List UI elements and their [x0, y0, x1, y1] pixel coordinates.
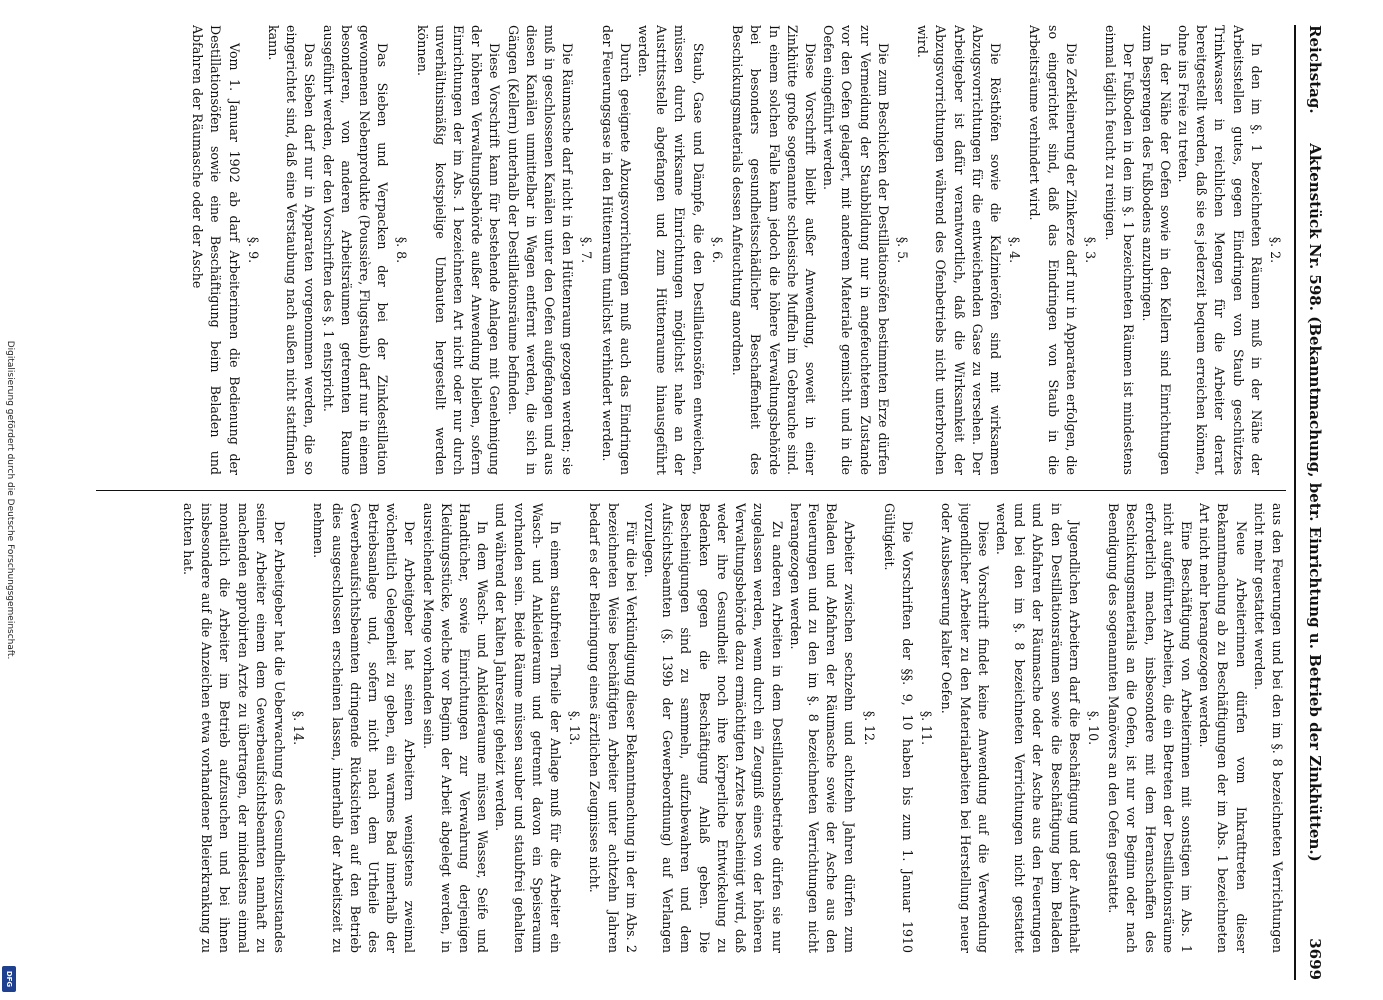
- paragraph: Die Vorschriften der §§. 9, 10 haben bis zum 1. Januar 1910 Gültigkeit.: [881, 503, 915, 953]
- section-heading: §. 7.: [579, 236, 595, 264]
- left-column: [96, 25, 1286, 475]
- section-heading: §. 10.: [1085, 710, 1101, 746]
- side-note: [0, 0, 20, 1000]
- section-heading: §. 3.: [1082, 236, 1098, 264]
- header-left: Reichstag.: [1306, 25, 1324, 114]
- section-heading: §. 13.: [567, 710, 583, 746]
- document-page: [85, 25, 1330, 980]
- header-subtitle: (Bekanntmachung, betr. Einrichtung u. Betrieb der Zinkhütten.): [1306, 316, 1324, 862]
- paragraph: Der Fußboden in den im §. 1 bezeichneten Räumen ist mindestens einmal täglich feucht zu reinigen.: [1103, 25, 1137, 475]
- column-divider: [96, 490, 1286, 491]
- paragraph: aus den Feuerungen und bei den im §. 8 bezeichneten Verrichtungen nicht mehr gestattet werden.: [1251, 503, 1285, 953]
- paragraph: Die Räumasche darf nicht in den Hüttenraum gezogen werden; sie muß in geschlossenen Kanälen unter den Oefen aufgefangen und aus diesen Kanälen unmittelbar in Wagen entfernt werden, die sich in Gängen (Kellern) unterhalb der Destillationsräume befinden.: [505, 25, 576, 475]
- section-heading: §. 2.: [1268, 236, 1283, 264]
- paragraph: Für die bei Verkündigung dieser Bekanntmachung in der im Abs. 2 bezeichneten Weise beschäftigten Arbeiter unter achtzehn Jahren bedarf es der Beibringung eines ärztlichen Zeugnisses nicht.: [587, 503, 639, 953]
- section-heading: §. 9.: [245, 236, 261, 264]
- paragraph: In einem staubfreien Theile der Anlage muß für die Arbeiter ein Wasch- und Ankleideraum und getrennt davon ein Speiseraum vorhanden sein. Beide Räume müssen sauber und staubfrei gehalten und während der kalten Jahreszeit geheizt werden.: [493, 503, 564, 953]
- paragraph: Das Sieben und Verpacken der bei der Zinkdestillation gewonnenen Nebenprodukte (Poussière, Flugstaub) darf nur in einem besonderen, von anderen Arbeitsräumen getrennten Raume ausgeführt werden, der den Vorschriften des §. 1 entspricht.: [320, 25, 391, 475]
- section-heading: §. 12.: [861, 710, 877, 746]
- section-heading: §. 14.: [291, 710, 307, 746]
- section-heading: §. 6.: [709, 236, 725, 264]
- paragraph: Das Sieben darf nur in Apparaten vorgenommen werden, die so eingerichtet sind, daß eine Verstaubung nach außen nicht stattfinden kann.: [266, 25, 318, 475]
- paragraph: Arbeiter zwischen sechzehn und achtzehn Jahren dürfen zum Beladen und Abfahren der Räumasche sowie der Asche aus den Feuerungen und zu den im §. 8 bezeichneten Verrichtungen nicht herangezogen werden.: [787, 503, 858, 953]
- paragraph: Neue Arbeiterinnen dürfen vom Inkrafttreten dieser Bekanntmachung ab zu Beschäftigungen der im Abs. 1 bezeichneten Art nicht mehr herangezogen werden.: [1197, 503, 1249, 953]
- section-heading: §. 4.: [1007, 236, 1023, 264]
- paragraph: Diese Vorschrift bleibt außer Anwendung, soweit in einer Zinkhütte große sogenannte schlesische Muffeln im Gebrauche sind. In einem solchen Falle kann jedoch die höhere Verwaltungsbehörde bei besonders gesundheitsschädlicher Beschaffenheit des Beschickungsmaterials dessen Anfeuchtung anordnen.: [730, 25, 818, 475]
- right-column: [96, 503, 1286, 953]
- paragraph: Staub, Gase und Dämpfe, die den Destillationsöfen entweichen, müssen durch wirksame Einrichtungen möglichst nahe an der Austrittsstelle abgefangen und zum Hüttenraume hinausgeführt werden.: [636, 25, 706, 475]
- paragraph: Zu anderen Arbeiten in dem Destillationsbetriebe dürfen sie nur zugelassen werden, wenn durch ein Zeugniß eines von der höheren Verwaltungsbehörde dazu ermächtigten Arztes bescheinigt wird, daß weder ihre Gesundheit noch ihre körperliche Entwickelung zu Bedenken gegen die Beschäftigung Anlaß geben. Die Bescheinigungen sind zu sammeln, aufzubewahren und dem Aufsichtsbeamten (§. 139b der Gewerbeordnung) auf Verlangen vorzulegen.: [642, 503, 785, 953]
- page-header: [1294, 25, 1330, 980]
- document-content: [85, 25, 1330, 980]
- section-heading: §. 8.: [394, 236, 410, 264]
- page-number: 3699: [1306, 938, 1324, 980]
- paragraph: Die Zerkleinerung der Zinkerze darf nur in Apparaten erfolgen, die so eingerichtet sind, daß das Eindringen von Staub in die Arbeitsräume verhindert wird.: [1027, 25, 1079, 475]
- paragraph: Diese Vorschrift findet keine Anwendung auf die Verwendung jugendlicher Arbeiter zu den Materialarbeiten bei Herstellung neuer oder Ausbesserung kalter Oefen.: [939, 503, 991, 953]
- digitization-note: Digitalisierung gefördert durch die Deutsche Forschungsgemeinschaft.: [5, 340, 15, 660]
- paragraph: Durch geeignete Abzugsvorrichtungen muß auch das Eindringen der Feuerungsgase in den Hüttenraum tunlichst verhindert werden.: [599, 25, 633, 475]
- paragraph: Vom 1. Januar 1902 ab darf Arbeiterinnen die Bedienung der Destillationsöfen sowie eine Beschäftigung beim Beladen und Abfahren der Räumasche oder der Asche: [190, 25, 242, 475]
- paragraph: Der Arbeitgeber hat seinen Arbeitern wenigstens zweimal wöchentlich Gelegenheit zu geben, ein warmes Bad innerhalb der Betriebsanlage und, sofern nicht nach dem Urtheile des Gewerbeaufsichtsbeamten dringende Rücksichten auf den Betrieb dies ausgeschlossen erscheinen lassen, innerhalb der Arbeitszeit zu nehmen.: [311, 503, 418, 953]
- paragraph: Jugendlichen Arbeitern darf die Beschäftigung und der Aufenthalt in den Destillationsräumen sowie die Beschäftigung beim Beladen und Abfahren der Räumasche oder der Asche aus den Feuerungen und bei den im §. 8 bezeichneten Verrichtungen nicht gestattet werden.: [993, 503, 1082, 953]
- paragraph: Der Arbeitgeber hat die Ueberwachung des Gesundheitszustandes seiner Arbeiter einem dem Gewerbeaufsichtsbeamten namhaft zu machenden approbirten Arzte zu übertragen, der mindestens einmal monatlich die Arbeiter im Betrieb aufzusuchen und bei ihnen insbesondere auf die Anzeichen etwa vorhandener Bleierkrankung zu achten hat.: [181, 503, 288, 953]
- header-center: [1306, 25, 1324, 980]
- dfg-logo: [2, 966, 16, 992]
- paragraph: In der Nähe der Oefen sowie in den Kellern sind Einrichtungen zum Besprengen des Fußbodens anzubringen.: [1139, 25, 1173, 475]
- paragraph: Die Rösthöfen sowie die Kalzinieröfen sind mit wirksamen Abzugsvorrichtungen für die entweichenden Gase zu versehen. Der Arbeitgeber ist dafür verantwortlich, daß die Wirksamkeit der Abzugsvorrichtungen während des Ofenbetriebs nicht unterbrochen wird.: [915, 25, 1003, 475]
- header-title: Aktenstück Nr. 598.: [1306, 143, 1324, 311]
- paragraph: Diese Vorschrift kann für bestehende Anlagen mit Genehmigung der höheren Verwaltungsbehörde außer Anwendung bleiben, sofern Einrichtungen der im Abs. 1 bezeichneten Art nicht oder nur durch unverhältnismäßig kostspielige Umbauten hergestellt werden können.: [414, 25, 503, 475]
- section-heading: §. 11.: [919, 710, 935, 746]
- paragraph: Eine Beschäftigung von Arbeiterinnen mit sonstigen im Abs. 1 nicht aufgeführten Arbeiten, die ein Betreten der Destillationsräume erforderlich machen, insbesondere mit dem Heranschaffen des Beschickungsmaterials an die Oefen, ist nur vor Beginn oder nach Beendigung des sogenannten Manövers an den Oefen gestattet.: [1106, 503, 1194, 953]
- section-heading: §. 5.: [894, 236, 910, 264]
- paragraph: In den im §. 1 bezeichneten Räumen muß in der Nähe der Arbeitsstellen gutes, gegen Eindringen von Staub geschütztes Trinkwasser in reichlichen Mengen für die Arbeiter derart bereitgestellt werden, daß sie es jederzeit bequem erreichen können, ohne ins Freie zu treten.: [1175, 25, 1264, 475]
- dfg-logo-text: DFG: [5, 970, 13, 988]
- paragraph: In dem Wasch- und Ankleideraume müssen Wasser, Seife und Handtücher, sowie Einrichtungen zur Verwahrung derjenigen Kleidungsstücke, welche vor Beginn der Arbeit abgelegt werden, in ausreichender Menge vorhanden sein.: [420, 503, 491, 953]
- paragraph: Die zum Beschicken der Destillationsöfen bestimmten Erze dürfen zur Vermeidung der Staubbildung nur in angefeuchtetem Zustande vor den Oefen gelagert, mit anderem Materiale gemischt und in die Oefen eingeführt werden.: [821, 25, 891, 475]
